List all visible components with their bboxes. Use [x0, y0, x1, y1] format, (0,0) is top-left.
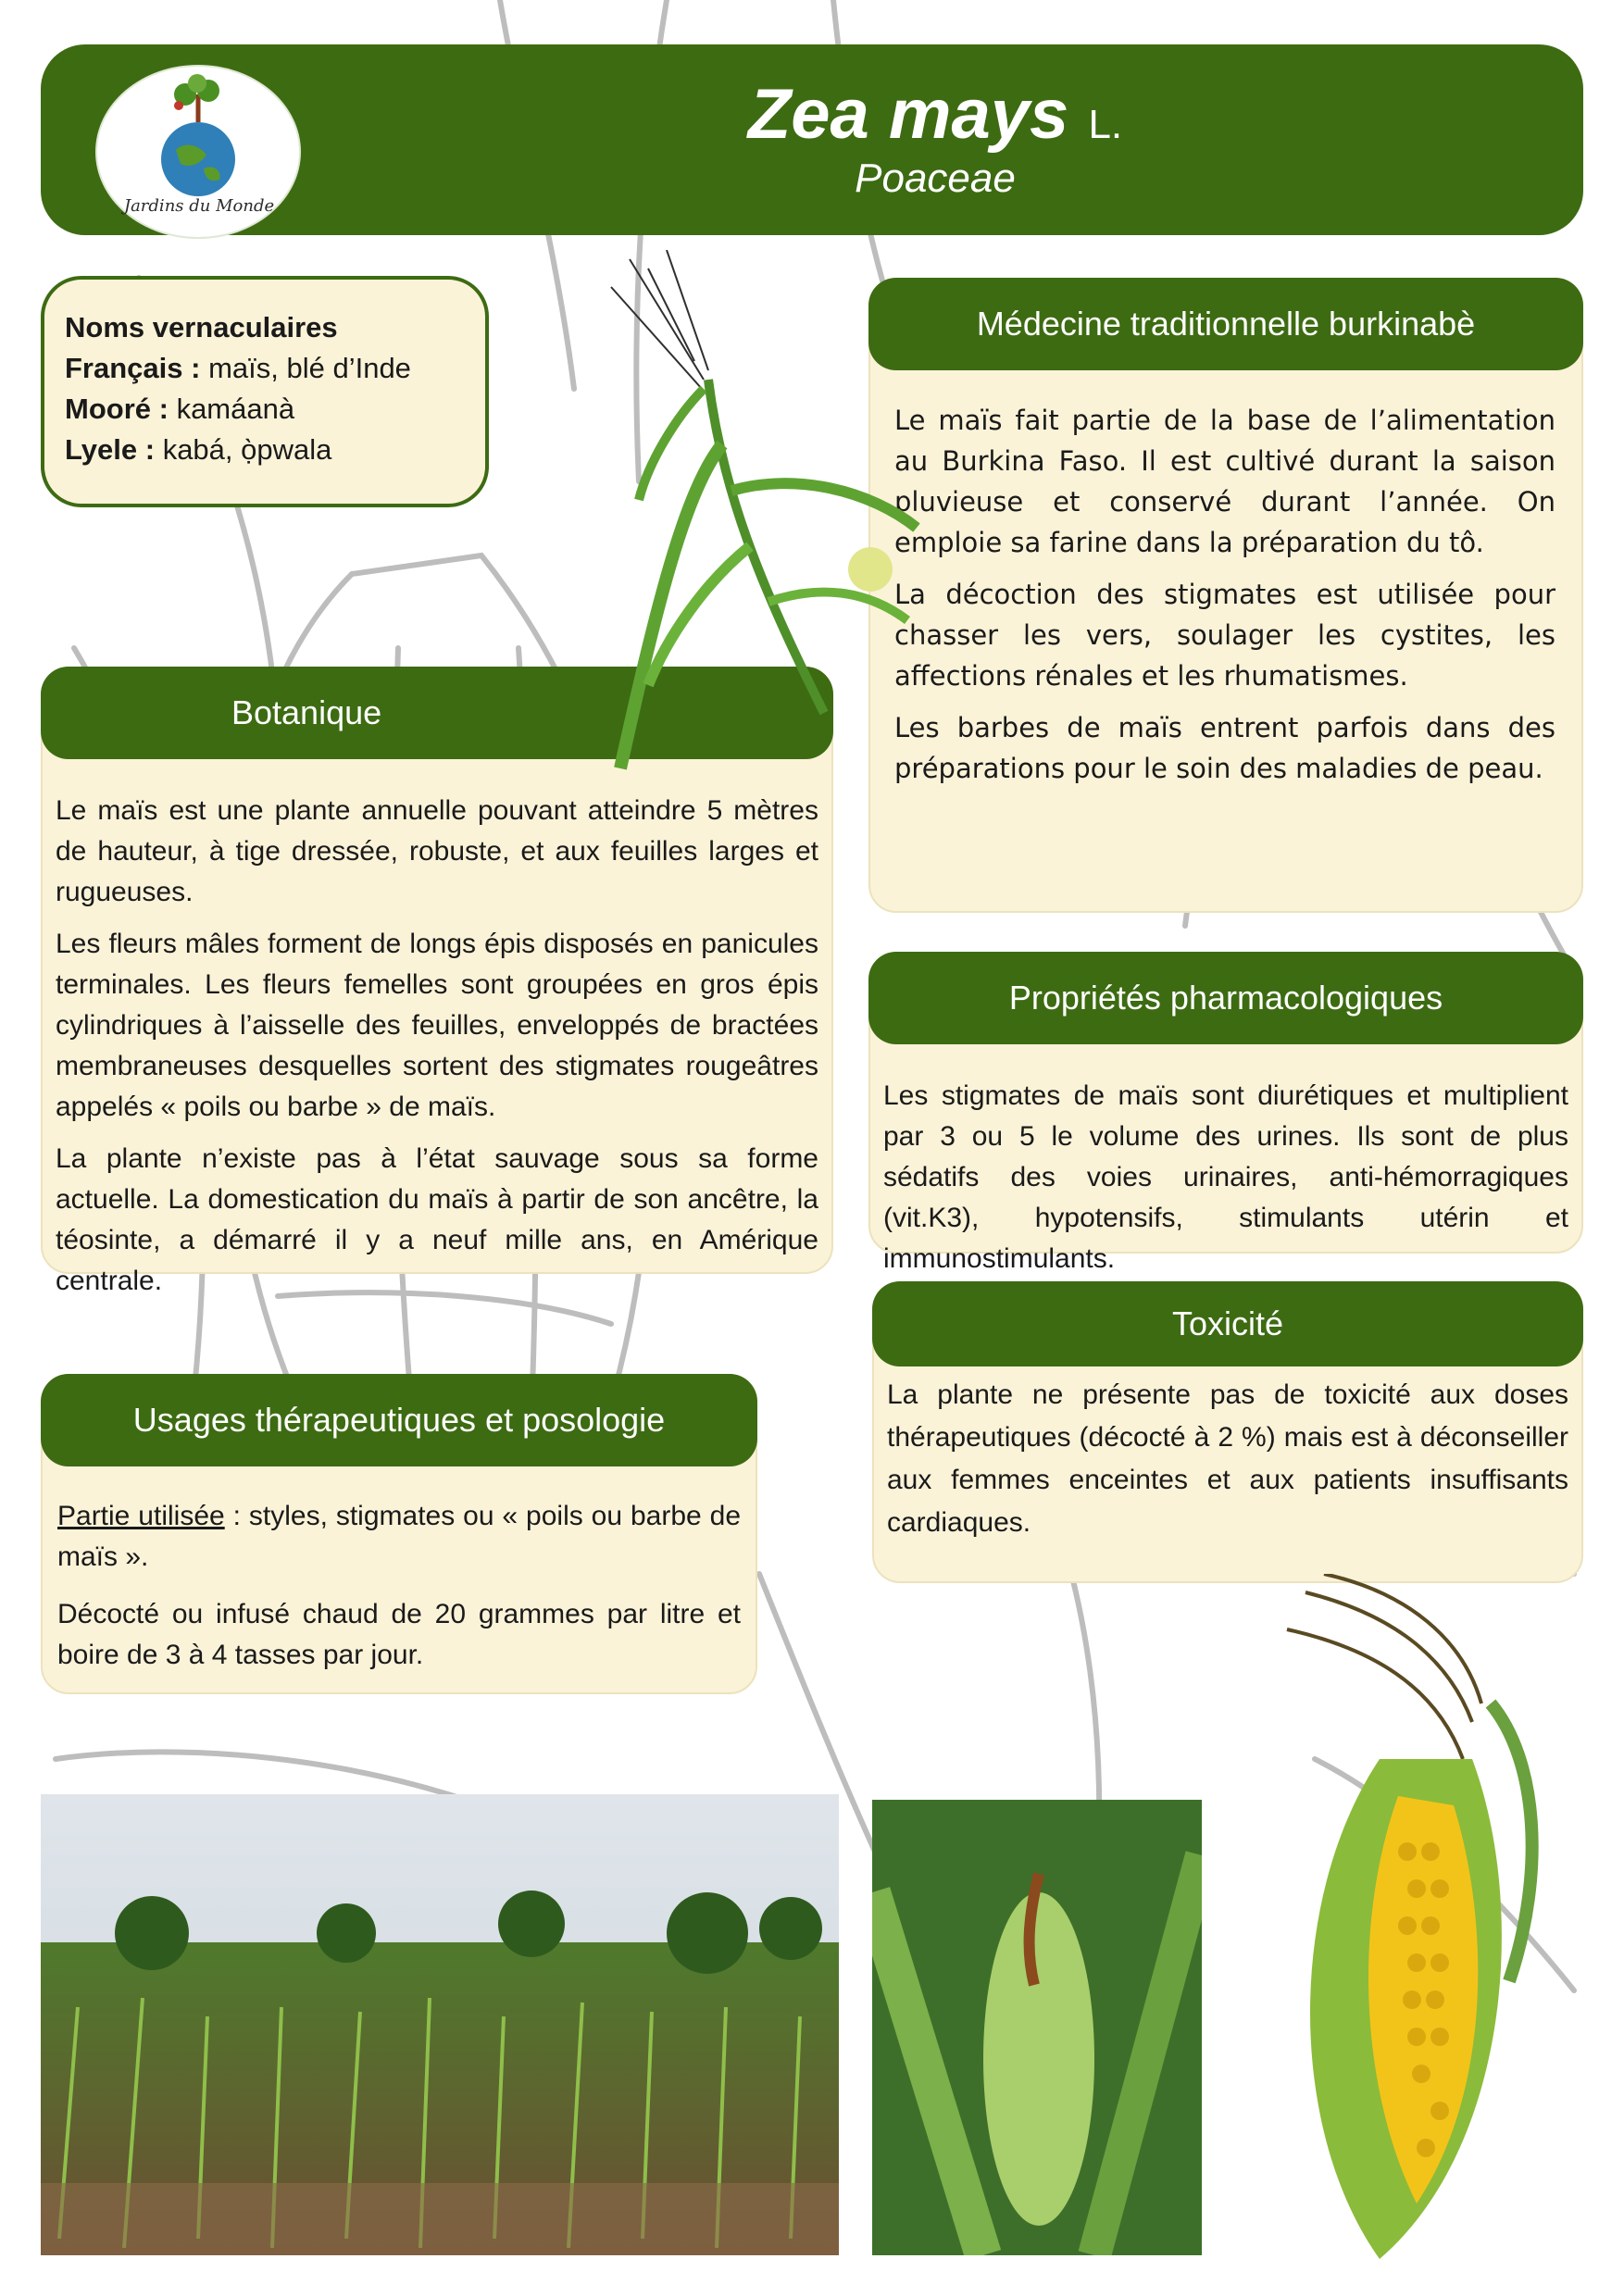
logo-text: Jardins du Monde [123, 196, 275, 216]
vernacular-row-lyele: Lyele : kabá, ọ̀pwala [65, 433, 332, 466]
usages-part [57, 1496, 741, 1578]
family-name: Poaceae [855, 156, 1016, 201]
usages-part-label: Partie utilisée [57, 1501, 225, 1531]
jardins-du-monde-logo [97, 67, 299, 237]
vernacular-row-fr: Français : maïs, blé d’Inde [65, 352, 411, 384]
medecine-header: Médecine traditionnelle burkinabè [868, 278, 1583, 370]
toxicite-header: Toxicité [872, 1281, 1583, 1366]
medecine-paragraph: Le maïs fait partie de la base de l’alimentation au Burkina Faso. Il est cultivé durant la saison pluvieuse et conservé durant l’année. On emploie sa farine dans la préparation du tô. [894, 405, 1555, 558]
medecine-paragraph: Les barbes de maïs entrent parfois dans des préparations pour le soin des maladies de peau. [894, 712, 1555, 784]
maize-ear-photo [872, 1800, 1202, 2255]
author-abbrev: L. [1088, 102, 1123, 147]
botanique-paragraph: Les fleurs mâles forment de longs épis disposés en panicules terminales. Les fleurs femelles sont groupées en gros épis cylindriques à l’aisselle des feuilles, enveloppés de bractées membraneuses desquelles sortent des stigmates rougeâtres appelés « poils ou barbe » de maïs. [56, 929, 818, 1122]
maize-field-photo [41, 1794, 839, 2255]
species-title [556, 74, 1315, 155]
proprietes-header: Propriétés pharmacologiques [868, 952, 1583, 1044]
usages-part-text: : styles, stigmates ou « poils ou barbe de maïs ». [57, 1501, 741, 1572]
medecine-body [868, 278, 1583, 913]
botanique-paragraph: Le maïs est une plante annuelle pouvant atteindre 5 mètres de hauteur, à tige dressée, robuste, et aux feuilles larges et rugueuses. [56, 795, 818, 907]
botanique-paragraph: La plante n’existe pas à l’état sauvage sous sa forme actuelle. La domestication du maïs à partir de son ancêtre, la téosinte, a démarré il y a neuf mille ans, en Amérique centrale. [56, 1143, 818, 1296]
usages-header: Usages thérapeutiques et posologie [41, 1374, 757, 1466]
vernacular-row-moore: Mooré : kamáanà [65, 393, 295, 425]
corn-cob-illustration [1231, 1574, 1611, 2277]
botanique-header: Botanique [41, 667, 833, 759]
proprietes-text: Les stigmates de maïs sont diurétiques et multiplient par 3 ou 5 le volume des urines. Ils sont de plus sédatifs des voies urinaires, anti-hémorragiques (vit.K3), hypotensifs, stimulants utérin et immunostimulants. [883, 1080, 1568, 1274]
vernacular-title: Noms vernaculaires [65, 311, 338, 343]
maize-plant-illustration [593, 250, 926, 787]
toxicite-text: La plante ne présente pas de toxicité aux doses thérapeutiques (décocté à 2 %) mais est à déconseiller aux femmes enceintes et aux patients insuffisants cardiaques. [887, 1379, 1568, 1538]
genus-species: Zea mays [747, 75, 1069, 154]
vernacular-box [41, 276, 489, 507]
usages-dosage: Décocté ou infusé chaud de 20 grammes par litre et boire de 3 à 4 tasses par jour. [57, 1599, 741, 1670]
medecine-paragraph: La décoction des stigmates est utilisée pour chasser les vers, soulager les cystites, les affections rénales et les rhumatismes. [894, 579, 1555, 692]
